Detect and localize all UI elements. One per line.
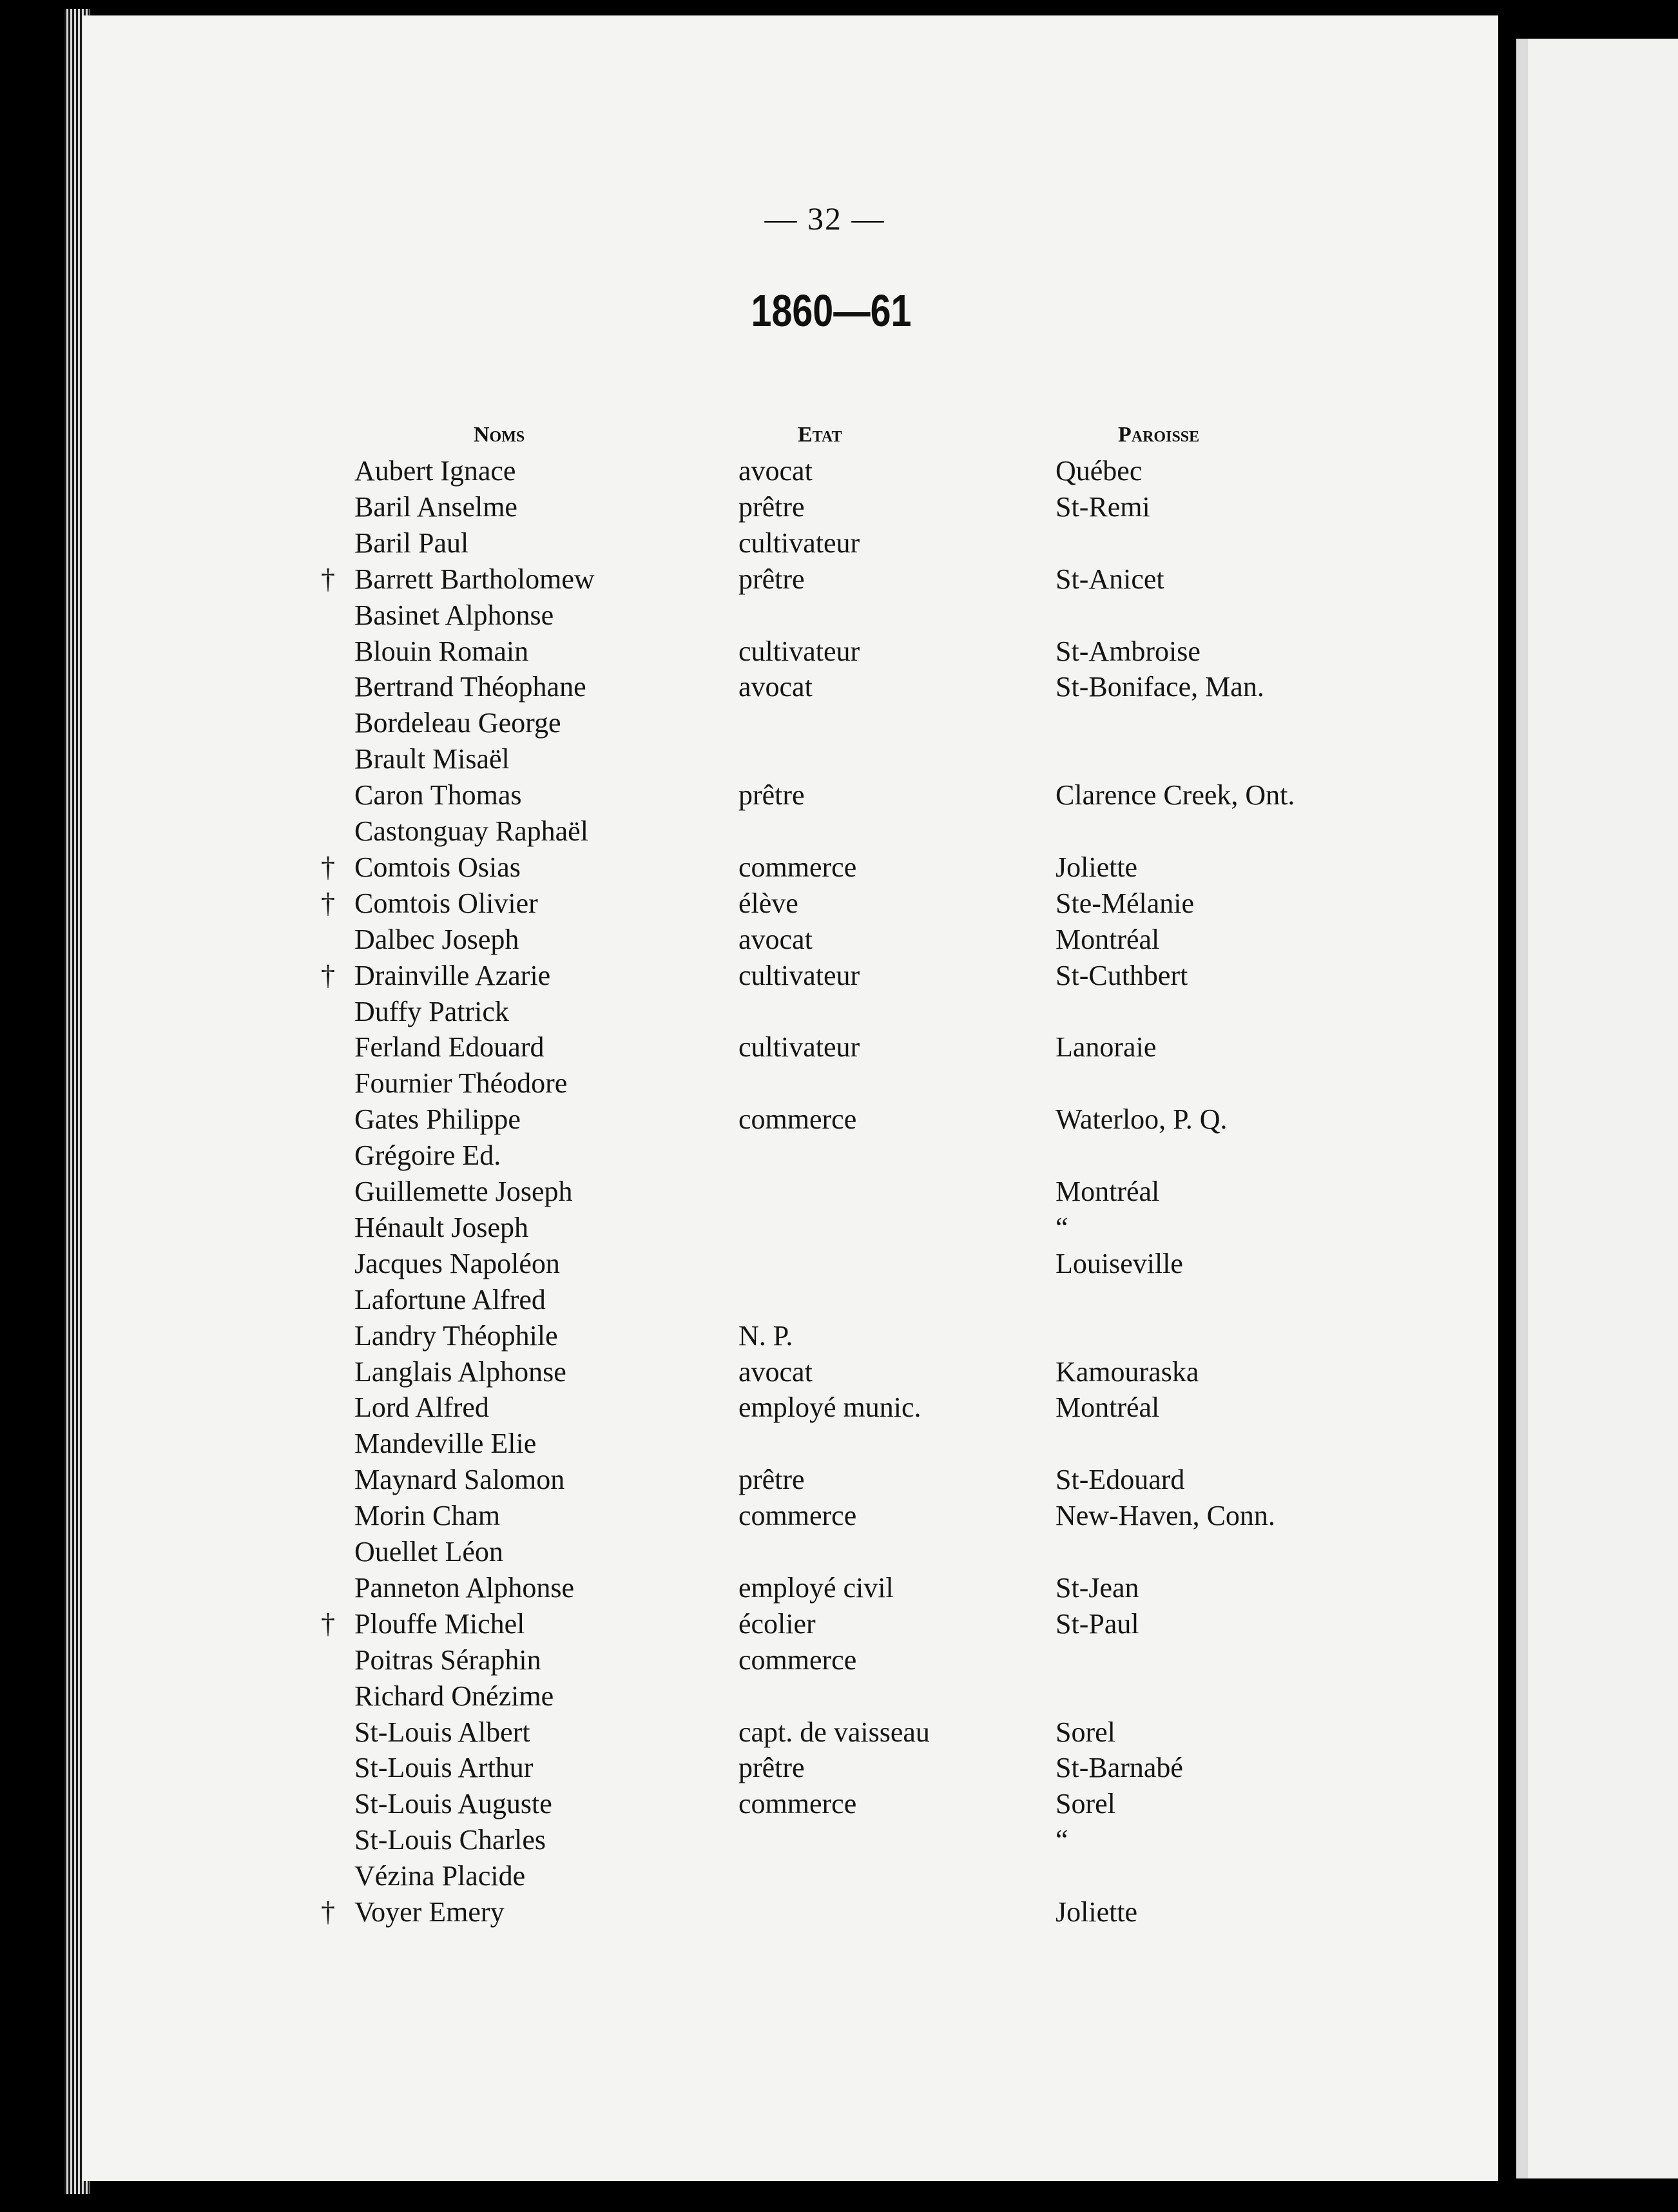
roster-row <box>0 561 1678 597</box>
roster-row <box>0 453 1678 489</box>
student-name: Gates Philippe <box>354 1103 521 1136</box>
column-header-parish: Paroisse <box>1118 423 1200 447</box>
roster-row <box>0 1642 1678 1678</box>
student-name: Brault Misaël <box>354 743 510 775</box>
parish: St-Cuthbert <box>1056 959 1188 991</box>
parish: Montréal <box>1056 1392 1160 1424</box>
parish: St-Paul <box>1056 1607 1139 1640</box>
student-name: Blouin Romain <box>354 635 529 667</box>
occupation: N. P. <box>738 1319 793 1352</box>
roster-row <box>0 1750 1678 1786</box>
student-name: Ouellet Léon <box>354 1536 503 1567</box>
student-name: St-Louis Charles <box>354 1824 546 1856</box>
roster-row <box>0 1318 1678 1354</box>
student-name: Bordeleau George <box>354 707 561 739</box>
roster-row <box>0 1174 1678 1210</box>
roster-row <box>0 1246 1678 1282</box>
roster-row <box>0 634 1678 670</box>
student-name: Caron Thomas <box>354 779 522 811</box>
student-name: Poitras Séraphin <box>354 1644 541 1676</box>
occupation: écolier <box>738 1607 816 1640</box>
student-name: Plouffe Michel <box>354 1607 525 1640</box>
occupation: commerce <box>738 1103 857 1136</box>
occupation: cultivateur <box>738 527 860 559</box>
roster-row <box>0 958 1678 994</box>
parish: Clarence Creek, Ont. <box>1056 779 1295 811</box>
student-name: Barrett Bartholomew <box>354 563 595 595</box>
parish: Waterloo, P. Q. <box>1056 1103 1228 1136</box>
deceased-dagger: † <box>321 1896 335 1928</box>
parish: Sorel <box>1056 1716 1115 1748</box>
occupation: prêtre <box>738 563 805 595</box>
student-name: Drainville Azarie <box>354 959 551 991</box>
roster-row <box>0 1354 1678 1390</box>
student-name: Voyer Emery <box>354 1896 505 1928</box>
parish: New-Haven, Conn. <box>1056 1500 1275 1532</box>
parish: St-Boniface, Man. <box>1056 671 1264 703</box>
student-name: Castonguay Raphaël <box>354 815 588 847</box>
roster-row <box>0 489 1678 525</box>
student-name: Landry Théophile <box>354 1319 558 1352</box>
occupation: commerce <box>738 1788 857 1820</box>
student-name: Grégoire Ed. <box>354 1140 501 1172</box>
parish: St-Barnabé <box>1056 1752 1183 1784</box>
roster-row <box>0 1714 1678 1751</box>
deceased-dagger: † <box>321 959 335 991</box>
student-name: Jacques Napoléon <box>354 1247 560 1279</box>
roster-row <box>0 1390 1678 1426</box>
roster-row <box>0 1029 1678 1065</box>
occupation: commerce <box>738 1500 857 1532</box>
parish: St-Remi <box>1056 490 1150 523</box>
roster-row <box>0 1606 1678 1642</box>
student-name: Baril Paul <box>354 527 469 559</box>
occupation: avocat <box>738 671 813 703</box>
student-name: Duffy Patrick <box>354 995 509 1027</box>
student-name: Mandeville Elie <box>354 1428 537 1460</box>
student-name: Aubert Ignace <box>354 455 516 487</box>
roster-row <box>0 1065 1678 1101</box>
occupation: avocat <box>738 455 813 487</box>
occupation: prêtre <box>738 490 805 523</box>
roster-row <box>0 1101 1678 1138</box>
roster-row <box>0 777 1678 813</box>
column-header-name: Noms <box>474 423 525 447</box>
page-number: — 32 — <box>764 200 885 237</box>
roster-row <box>0 886 1678 922</box>
roster-row <box>0 705 1678 741</box>
roster-row <box>0 1822 1678 1858</box>
parish: Joliette <box>1056 851 1138 883</box>
roster-row <box>0 741 1678 777</box>
parish: Joliette <box>1056 1896 1138 1928</box>
student-name: St-Louis Arthur <box>354 1752 534 1784</box>
occupation: capt. de vaisseau <box>738 1716 930 1748</box>
roster-row <box>0 525 1678 561</box>
roster-row <box>0 1138 1678 1174</box>
roster-row <box>0 597 1678 634</box>
column-header-state: Etat <box>798 423 842 447</box>
deceased-dagger: † <box>321 563 335 595</box>
parish: Sorel <box>1056 1788 1115 1820</box>
year-heading: 1860—61 <box>751 286 912 336</box>
roster-row <box>0 1282 1678 1318</box>
deceased-dagger: † <box>321 851 335 883</box>
student-name: Comtois Osias <box>354 851 521 883</box>
roster-row <box>0 1498 1678 1534</box>
roster-row <box>0 1570 1678 1606</box>
parish: “ <box>1056 1824 1068 1856</box>
roster-row <box>0 1786 1678 1822</box>
roster-row <box>0 813 1678 849</box>
student-name: St-Louis Albert <box>354 1716 530 1748</box>
occupation: avocat <box>738 1355 813 1388</box>
occupation: prêtre <box>738 779 805 811</box>
student-name: Bertrand Théophane <box>354 671 586 703</box>
student-name: Lord Alfred <box>354 1392 489 1424</box>
roster-row <box>0 922 1678 958</box>
occupation: élève <box>738 887 798 919</box>
student-name: Morin Cham <box>354 1500 501 1532</box>
parish: Québec <box>1056 455 1143 487</box>
student-name: Fournier Théodore <box>354 1067 568 1100</box>
parish: St-Jean <box>1056 1571 1139 1604</box>
occupation: cultivateur <box>738 1031 860 1063</box>
parish: Ste-Mélanie <box>1056 887 1195 919</box>
parish: Louiseville <box>1056 1247 1183 1279</box>
parish: Montréal <box>1056 1176 1160 1207</box>
roster-row <box>0 669 1678 705</box>
parish: St-Ambroise <box>1056 635 1201 667</box>
roster-row <box>0 994 1678 1030</box>
roster-row <box>0 1678 1678 1714</box>
student-name: Baril Anselme <box>354 490 517 523</box>
student-name: Basinet Alphonse <box>354 599 554 631</box>
occupation: prêtre <box>738 1464 805 1496</box>
student-name: Panneton Alphonse <box>354 1571 574 1604</box>
occupation: employé munic. <box>738 1392 921 1424</box>
occupation: employé civil <box>738 1571 894 1604</box>
occupation: commerce <box>738 1644 857 1676</box>
roster-row <box>0 1462 1678 1498</box>
occupation: avocat <box>738 923 813 955</box>
student-name: Vézina Placide <box>354 1860 526 1892</box>
occupation: cultivateur <box>738 635 860 667</box>
roster-row <box>0 1426 1678 1462</box>
roster-row <box>0 1858 1678 1894</box>
student-name: St-Louis Auguste <box>354 1788 552 1820</box>
parish: Montréal <box>1056 923 1160 955</box>
student-name: Richard Onézime <box>354 1680 554 1712</box>
occupation: commerce <box>738 851 857 883</box>
student-name: Dalbec Joseph <box>354 923 519 955</box>
deceased-dagger: † <box>321 887 335 919</box>
student-name: Guillemette Joseph <box>354 1176 573 1207</box>
student-name: Langlais Alphonse <box>354 1355 566 1388</box>
deceased-dagger: † <box>321 1607 335 1640</box>
parish: St-Edouard <box>1056 1464 1185 1496</box>
occupation: cultivateur <box>738 959 860 991</box>
parish: Lanoraie <box>1056 1031 1157 1063</box>
roster-row <box>0 1894 1678 1930</box>
parish: St-Anicet <box>1056 563 1164 595</box>
roster-row <box>0 849 1678 886</box>
occupation: prêtre <box>738 1752 805 1784</box>
student-name: Comtois Olivier <box>354 887 538 919</box>
parish: Kamouraska <box>1056 1355 1199 1388</box>
roster-row <box>0 1534 1678 1570</box>
roster-row <box>0 1210 1678 1246</box>
student-name: Hénault Joseph <box>354 1211 529 1243</box>
student-name: Lafortune Alfred <box>354 1283 546 1315</box>
student-name: Ferland Edouard <box>354 1031 545 1063</box>
parish: “ <box>1056 1211 1068 1243</box>
student-name: Maynard Salomon <box>354 1464 565 1496</box>
